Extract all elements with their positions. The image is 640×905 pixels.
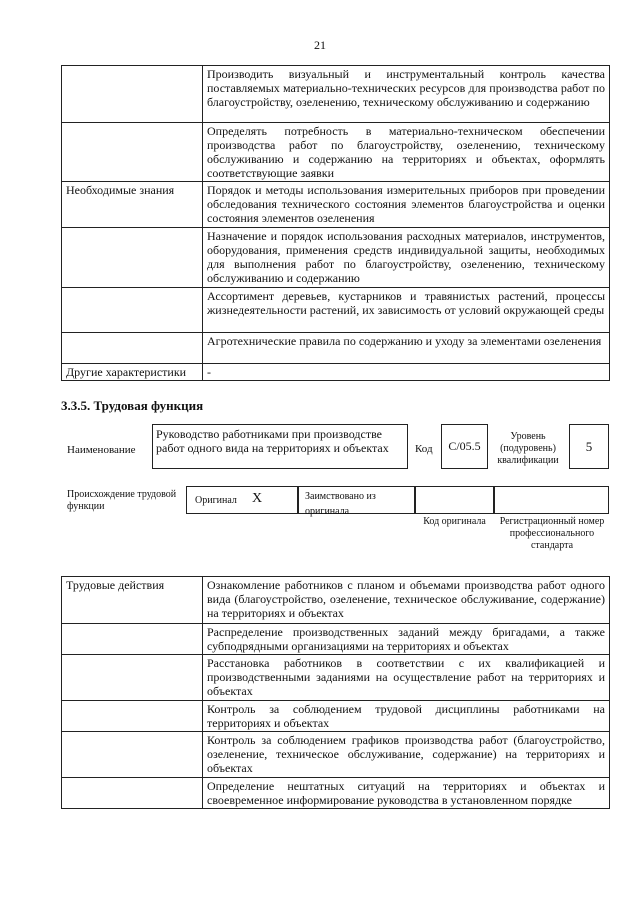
row-label: Необходимые знания [62,182,203,228]
table-row [62,364,610,381]
original-label: Оригинал [195,495,237,506]
code-box [441,424,488,469]
table-row [62,655,610,701]
row-text: Контроль за соблюдением трудовой дисциплины работниками на территориях и объектах [203,701,610,732]
original-mark: X [252,491,263,506]
row-text: Определение нештатных ситуаций на территориях и объектах и своевременное информирование руководства в установленном порядке [203,778,610,809]
table-row [62,732,610,778]
row-label [62,333,203,364]
reg-number-caption: Регистрационный номер профессионального стандарта [499,516,605,551]
row-text: Ознакомление работников с планом и объемами производства работ одного вида (благоустройство, озеленение, техническое обслуживание, содержание) на территориях и объектах [203,577,610,624]
section-title: 3.3.5. Трудовая функция [61,398,204,413]
row-label [62,123,203,182]
row-text: Назначение и порядок использования расходных материалов, инструментов, оборудования, применения средств индивидуальной защиты, необходимых для выполнения работ по благоустройству, озеленению, техническому обслуживанию и содержанию [203,228,610,288]
table-row [62,288,610,333]
level-value: 5 [585,439,593,454]
row-text: Порядок и методы использования измерительных приборов при проведении обследования технического состояния элементов благоустройства и оценки состояния элементов озеленения [203,182,610,228]
original-code-box [415,486,494,514]
row-label [62,778,203,809]
row-text: Определять потребность в материально-техническом обеспечении производства работ по благоустройству, озеленению, техническому обслуживанию и содержанию на территориях и объектах, оформлять соответствующие заявки [203,123,610,182]
borrowed-box [298,486,415,517]
table-row [62,182,610,228]
level-label: Уровень (подуровень) квалификации [497,431,559,466]
row-text: Производить визуальный и инструментальный контроль качества поставляемых материально-технических ресурсов для производства работ по благоустройству, озеленению, техническому обслуживанию и содержанию [203,66,610,123]
function-code: С/05.5 [448,439,481,453]
table-row [62,624,610,655]
table-row [62,66,610,123]
row-text: Расстановка работников в соответствии с их квалификацией и производственными заданиями на осуществление работ на территориях и объектах [203,655,610,701]
original-code-caption: Код оригинала [423,516,486,527]
row-text: Распределение производственных заданий между бригадами, а также субподрядными организациями на территориях и объектах [203,624,610,655]
table-row [62,701,610,732]
row-label: Другие характеристики [62,364,203,381]
function-name-box [152,424,408,469]
row-text: Агротехнические правила по содержанию и уходу за элементами озеленения [203,333,610,364]
labor-actions-table [61,576,610,809]
row-text: - [203,364,610,381]
name-label: Наименование [67,444,136,456]
original-box [186,486,298,514]
code-label: Код [415,443,433,455]
row-label [62,732,203,778]
table-row [62,333,610,364]
row-label [62,701,203,732]
table-row [62,577,610,624]
page-number: 21 [314,38,326,52]
borrowed-label: Заимствовано из оригинала [305,491,376,517]
row-label [62,66,203,123]
table-row [62,778,610,809]
origin-label: Происхождение трудовой функции [67,489,177,512]
row-label [62,228,203,288]
table-row [62,228,610,288]
row-label [62,288,203,333]
table-row [62,123,610,182]
skills-knowledge-table [61,65,610,381]
reg-number-box [494,486,609,514]
row-text: Контроль за соблюдением графиков производства работ (благоустройство, озеленение, техническое обслуживание, содержание) на территориях и объектах [203,732,610,778]
function-name: Руководство работниками при производстве работ одного вида на территориях и объектах [156,427,389,455]
row-label [62,624,203,655]
row-text: Ассортимент деревьев, кустарников и травянистых растений, процессы жизнедеятельности растений, их зависимость от условий окружающей среды [203,288,610,333]
level-box [569,424,609,469]
row-label: Трудовые действия [62,577,203,624]
row-label [62,655,203,701]
